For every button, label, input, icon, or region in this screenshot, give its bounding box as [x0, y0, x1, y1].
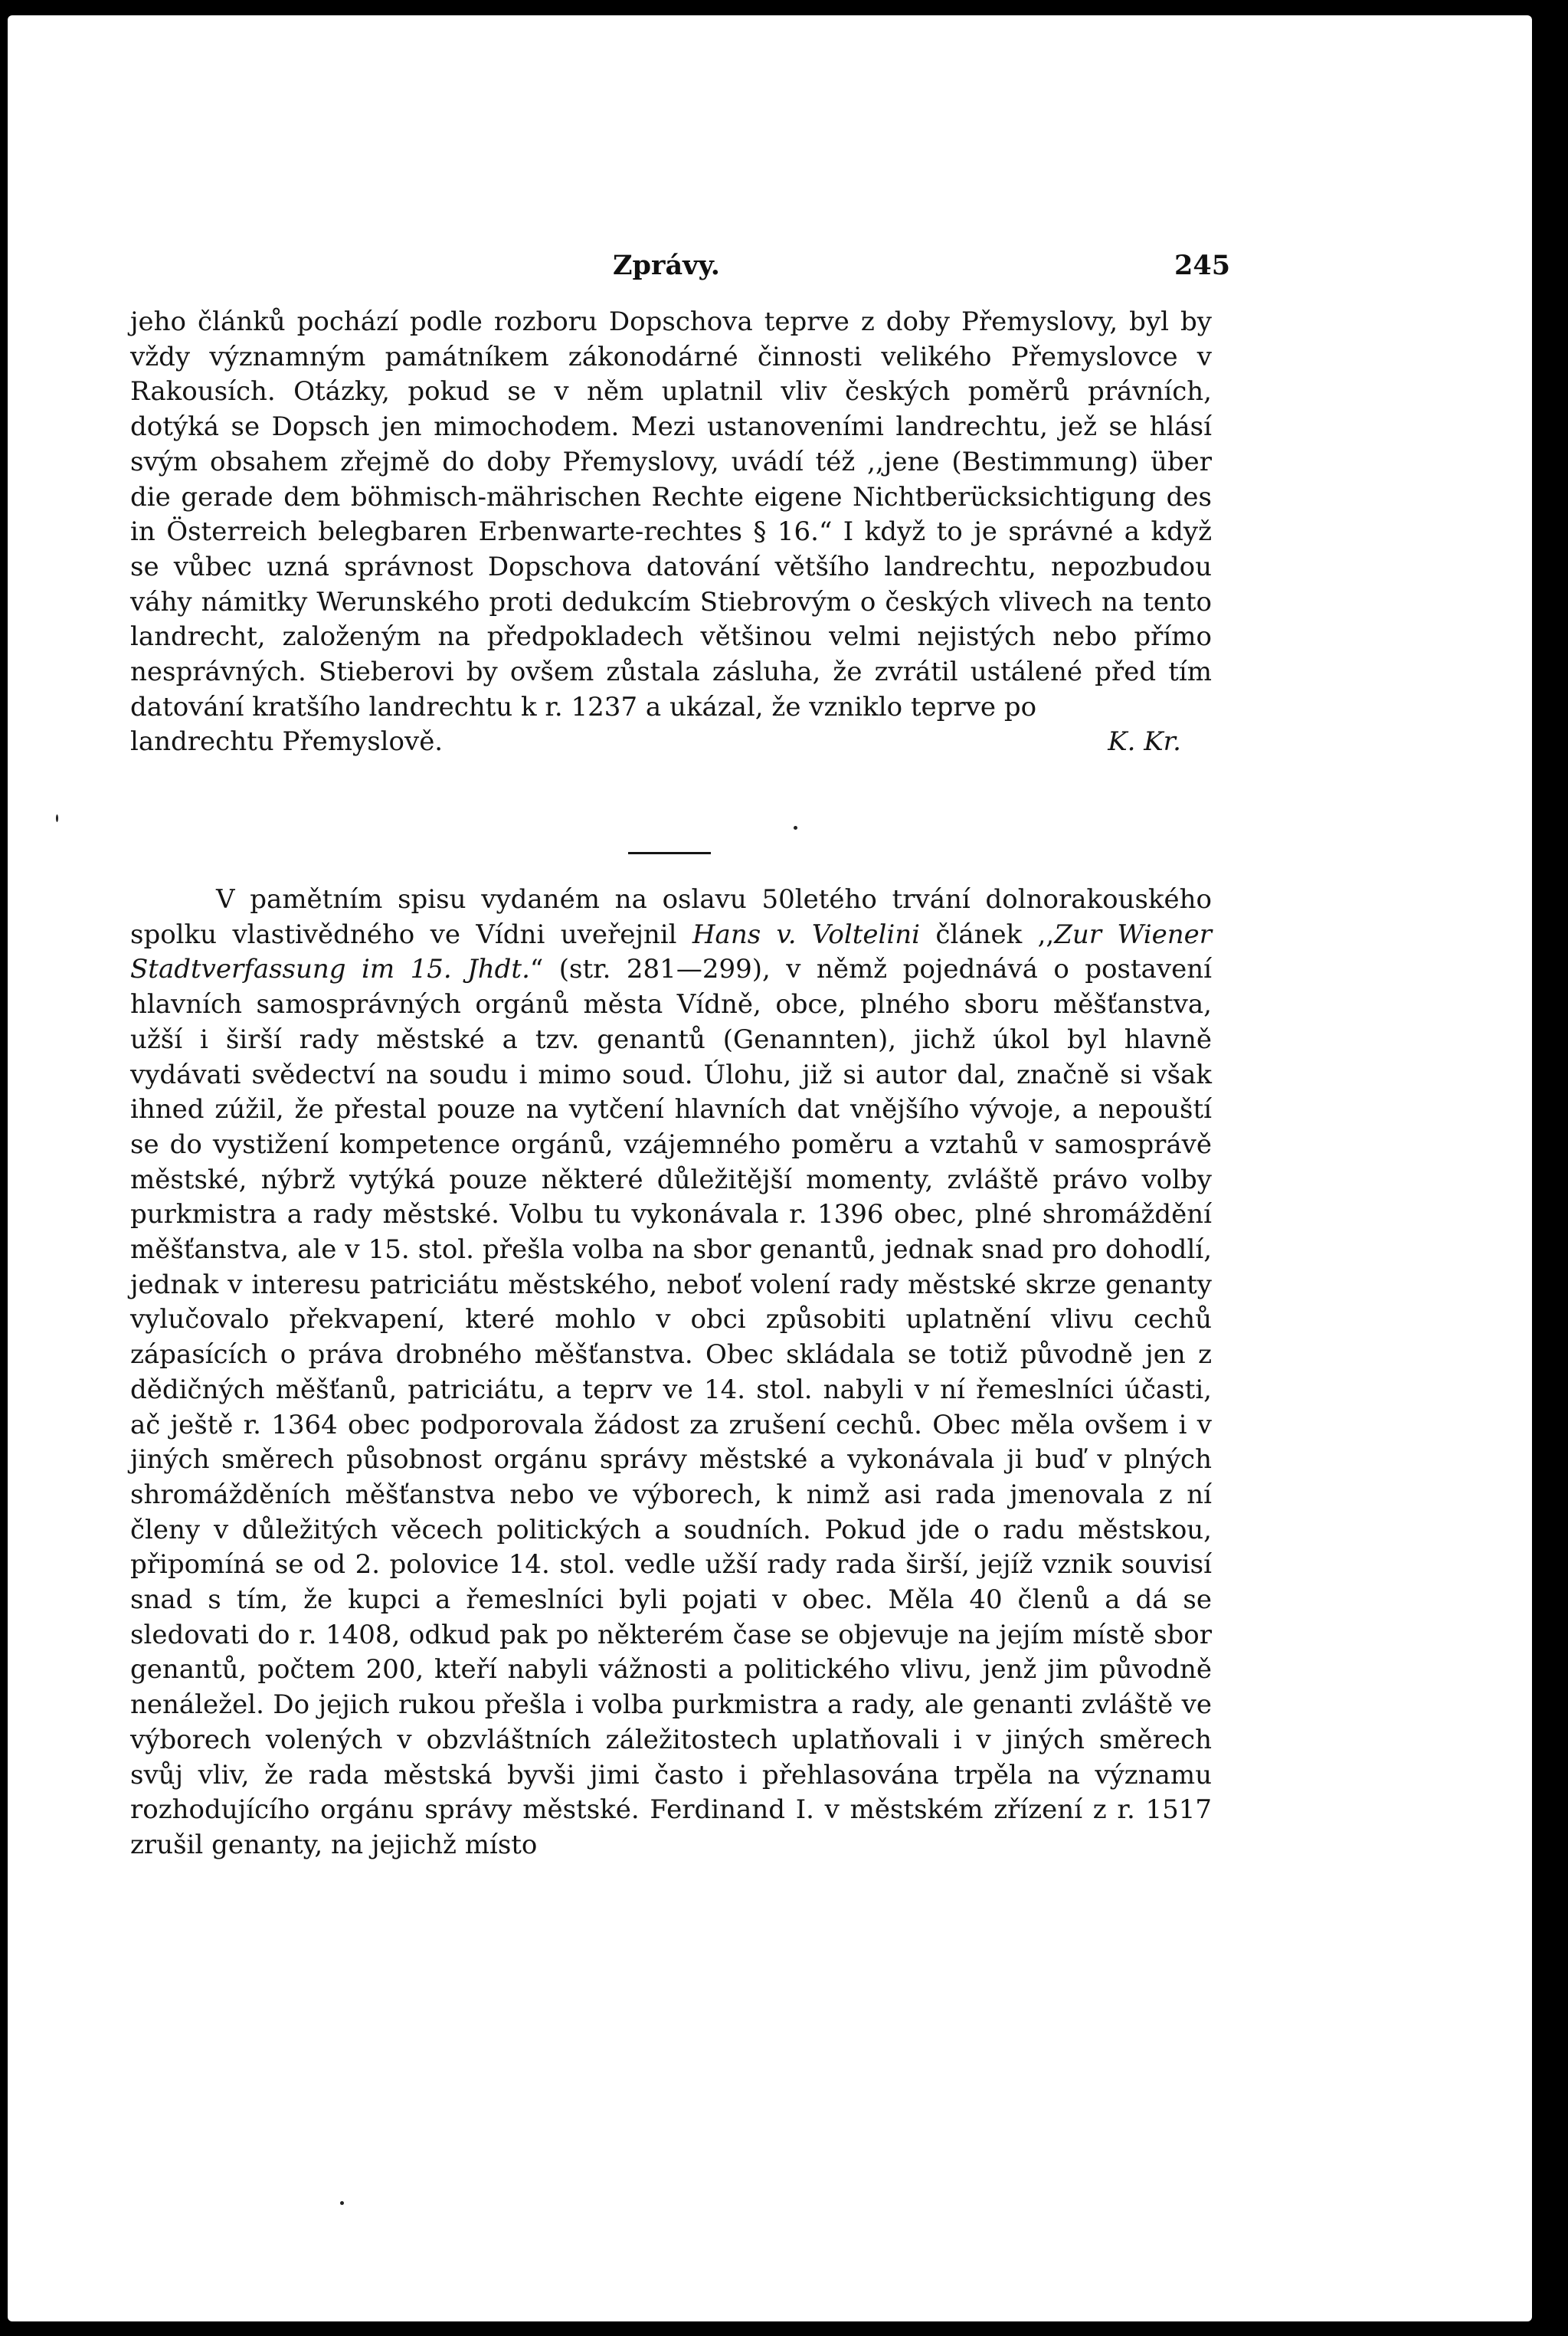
first-paragraph-block — [130, 305, 1212, 760]
author-signature: K. Kr. — [1108, 726, 1181, 758]
text-body: “ (str. 281—299), v němž pojednává o postavení hlavních samosprávných orgánů města Vídně, obce, plného sboru měšťanstva, užší i širší rady městské a tzv. genantů (Genannten), jichž úkol byl hlavně vydávati svědectví na soudu i mimo soud. Úlohu, již si autor dal, značně si však ihned zúžil, že přestal pouze na vytčení hlavních dat vnějšího vývoje, a nepouští se do vystižení kompetence orgánů, vzájemného poměru a vztahů v samosprávě městské, nýbrž vytýká pouze některé důležitější momenty, zvláště právo volby purkmistra a rady městské. Volbu tu vykonávala r. 1396 obec, plné shromáždění měšťanstva, ale v 15. stol. přešla volba na sbor genantů, jednak snad pro dohodlí, jednak v interesu patriciátu městského, neboť volení rady městské skrze genanty vylučovalo překvapení, které mohlo v obci způsobiti uplatnění vlivu cechů zápasících o práva drobného měšťanstva. Obec skládala se totiž původně jen z dědičných měšťanů, patriciátu, a teprv ve 14. stol. nabyli v ní řemeslníci účasti, ač ještě r. 1364 obec podporovala žádost za zrušení cechů. Obec měla ovšem i v jiných směrech působnost orgánu správy městské a vykonávala ji buď v plných shromážděních měšťanstva nebo ve výborech, k nimž asi rada jmenovala z ní členy v důležitých věcech politických a soudních. Pokud jde o radu městskou, připomíná se od 2. polovice 14. stol. vedle užší rady rada širší, jejíž vznik souvisí snad s tím, že kupci a řemeslníci byli pojati v obec. Měla 40 členů a dá se sledovati do r. 1408, odkud pak po některém čase se objevuje na jejím místě sbor genantů, počtem 200, kteří nabyli vážnosti a politického vlivu, jenž jim původně nenáležel. Do jejich rukou přešla i volba purkmistra a rady, ale genanti zvláště ve výborech volených v obzvláštních záležitostech uplatňovali i v jiných směrech svůj vliv, že rada městská byvši jimi často i přehlasována trpěla na významu rozhodujícího orgánu správy městské. Ferdinand I. v městském zřízení z r. 1517 zrušil genanty, na jejichž místo — [130, 954, 1212, 1860]
signature-line — [130, 725, 1212, 760]
scan-speck — [340, 2201, 344, 2205]
article-title: Zur Wiener Stadtverfassung im 15. Jhdt. — [130, 919, 1212, 985]
article-author: Hans v. Voltelini — [692, 919, 921, 950]
running-title: Zprávy. — [613, 250, 720, 281]
text-intro: V pamětním spisu vydaném na oslavu 50letého trvání dolnorakouského spolku vlastivědného ve Vídni uveřejnil — [130, 884, 1212, 950]
paragraph-last-line: landrechtu Přemyslově. — [130, 726, 444, 758]
page-number: 245 — [1174, 250, 1231, 281]
review-paragraph — [130, 883, 1212, 1863]
paragraph-continued: jeho článků pochází podle rozboru Dopschova teprve z doby Přemyslovy, byl by vždy významným památníkem zákonodárné činnosti velikého Přemyslovce v Rakousích. Otázky, pokud se v něm uplatnil vliv českých poměrů právních, dotýká se Dopsch jen mimochodem. Mezi ustanoveními landrechtu, jež se hlásí svým obsahem zřejmě do doby Přemyslovy, uvádí též ,,jene (Bestimmung) über die gerade dem böhmisch-mährischen Rechte eigene Nichtberücksichtigung des in Österreich belegbaren Erbenwarte-rechtes § 16.“ I když to je správné a když se vůbec uzná správnost Dopschova datování většího landrechtu, nepozbudou váhy námitky Werunského proti dedukcím Stiebrovým o českých vlivech na tento landrecht, založeným na předpokladech většinou velmi nejistých nebo přímo nesprávných. Stieberovi by ovšem zůstala zásluha, že zvrátil ustálené před tím datování kratšího landrechtu k r. 1237 a ukázal, že vzniklo teprve po — [130, 306, 1212, 722]
scan-border — [1536, 0, 1568, 2336]
page-header — [0, 250, 1568, 288]
second-paragraph-block — [130, 883, 1212, 1863]
text-mid: článek ,, — [920, 919, 1055, 950]
scan-speck — [56, 814, 58, 822]
section-separator — [628, 852, 711, 854]
scan-speck — [794, 826, 797, 830]
